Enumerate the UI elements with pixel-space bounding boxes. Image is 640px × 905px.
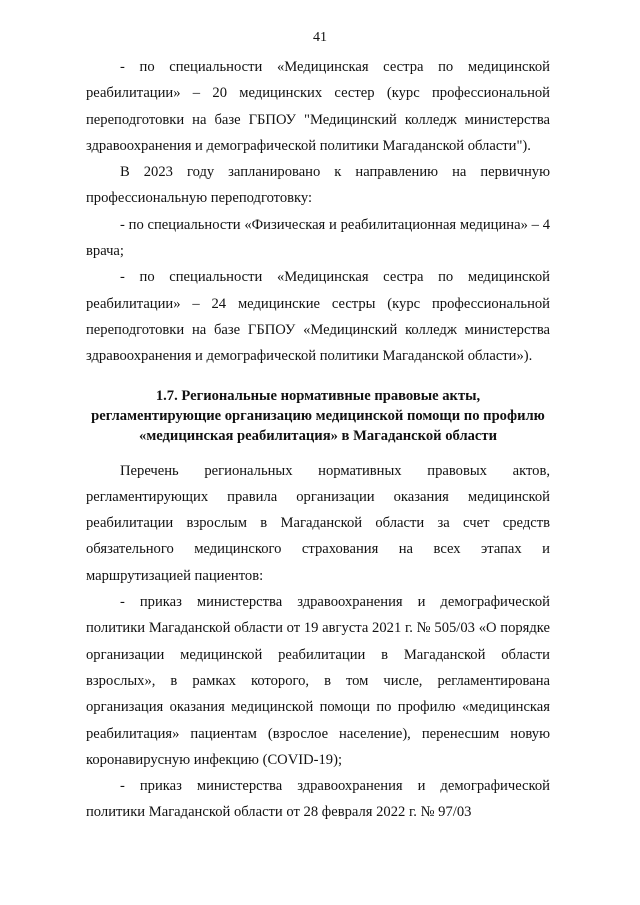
paragraph: - приказ министерства здравоохранения и демографической политики Магаданской области от 28 февраля 2022 г. № 97/03 (86, 778, 550, 821)
paragraph: Перечень региональных нормативных правовых актов, регламентирующих правила организации оказания медицинской реабилитации взрослым в Магаданской области за счет средств обязательного медицинского страхования на всех этапах и маршрутизацией пациентов: (86, 462, 550, 584)
section-heading (86, 386, 550, 446)
section-heading-line: 1.7. Региональные нормативные правовые акты, (155, 387, 481, 404)
section-heading-line: регламентирующие организацию медицинской помощи по профилю (91, 407, 545, 424)
paragraph: - по специальности «Медицинская сестра по медицинской реабилитации» – 20 медицинских сестер (курс профессиональной переподготовки на базе ГБПОУ "Медицинский колледж министерства здравоохранения и демографической политики Магаданской области"). (86, 59, 550, 154)
section-heading-line: «медицинская реабилитация» в Магаданской области (139, 427, 497, 444)
page-number: 41 (313, 30, 327, 45)
page-content (86, 54, 550, 826)
paragraph: В 2023 году запланировано к направлению на первичную профессиональную переподготовку: (86, 164, 550, 207)
paragraph: - по специальности «Медицинская сестра по медицинской реабилитации» – 24 медицинские сестры (курс профессиональной переподготовки на базе ГБПОУ «Медицинский колледж министерства здравоохранения и демографической политики Магаданской области»). (86, 269, 550, 365)
paragraph: - по специальности «Физическая и реабилитационная медицина» – 4 врача; (86, 216, 550, 260)
paragraph: - приказ министерства здравоохранения и демографической политики Магаданской области от 19 августа 2021 г. № 505/03 «О порядке организации медицинской реабилитации в Магаданской области взрослых», в рамках которого, в том числе, регламентирована организация оказания медицинской помощи по профилю «медицинская реабилитация» пациентам (взрослое население), перенесшим новую коронавирусную инфекцию (COVID-19); (86, 594, 550, 768)
